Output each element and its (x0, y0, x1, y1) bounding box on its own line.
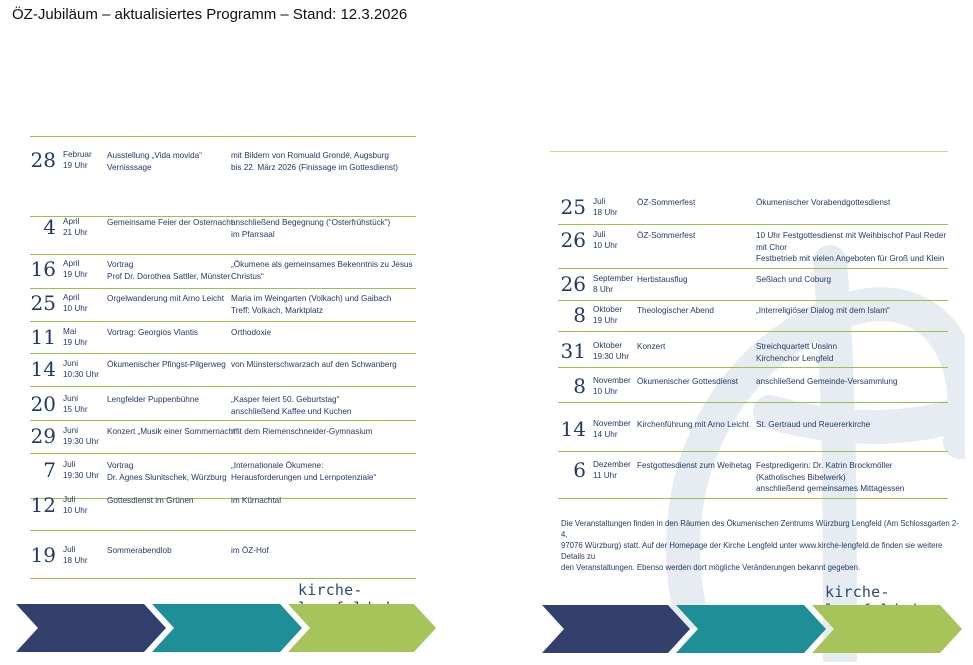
event-month: Juli (593, 197, 606, 206)
event-month: Juni (63, 394, 79, 403)
event-time: 14 Uhr (593, 430, 618, 439)
event-title-line: ÖZ-Sommerfest (637, 231, 696, 240)
event-title-line: Gemeinsame Feier der Osternacht (107, 218, 234, 227)
event-title (107, 426, 238, 438)
event-time: 10 Uhr (63, 304, 88, 313)
event-time: 15 Uhr (63, 405, 88, 414)
event-title-line: Dr. Agnes Slunitschek, Würzburg (107, 472, 227, 482)
event-description (231, 426, 373, 438)
event-description (231, 217, 390, 240)
event-day: 14 (30, 357, 56, 381)
event-description (756, 197, 890, 209)
event-day: 20 (30, 392, 56, 416)
event-description (231, 359, 397, 371)
event-description-line: anschließend Kaffee und Kuchen (231, 406, 352, 416)
event-day: 6 (573, 458, 586, 482)
event-divider (558, 498, 948, 499)
event-divider (30, 254, 416, 255)
event-month: Februar (63, 150, 92, 159)
event-description-line: im Kürnachtal (231, 496, 282, 505)
event-divider (30, 498, 416, 499)
event-description-line: „Internationale Ökumene: (231, 461, 324, 470)
event-title (107, 150, 202, 173)
event-divider (558, 402, 948, 403)
event-title-line: Ausstellung „Vida movida“ (107, 151, 202, 160)
event-description-line: Festpredigerin: Dr. Katrin Brockmöller (756, 461, 893, 470)
event-description-line: bis 22. März 2026 (Finissage im Gottesdienst) (231, 162, 399, 172)
event-title-line: Vernisssage (107, 162, 152, 172)
event-day: 25 (560, 195, 586, 219)
event-day: 26 (560, 228, 586, 252)
event-description (756, 230, 946, 265)
event-description-line: anschließend Begegnung (“Osterfrühstück”) (231, 218, 391, 227)
event-title-line: Kirchenführung mit Arno Leicht (637, 420, 749, 429)
event-divider (30, 530, 416, 531)
event-description-line: 10 Uhr Festgottesdienst mit Weihbischof Paul Reder (756, 231, 947, 240)
event-day: 19 (30, 543, 56, 567)
event-description-line: Orthodoxie (231, 328, 272, 337)
event-month: Juli (63, 495, 76, 504)
event-time: 8 Uhr (593, 285, 614, 294)
arrow-banner-left (16, 604, 436, 652)
event-title (637, 274, 688, 286)
event-title (107, 359, 226, 371)
event-description-line: mit dem Riemenschneider-Gymnasium (231, 427, 373, 436)
event-title (637, 419, 749, 431)
event-title (107, 460, 227, 483)
event-title (107, 495, 193, 507)
event-time: 10:30 Uhr (63, 370, 99, 379)
event-month: November (593, 376, 631, 385)
event-time: 18 Uhr (63, 556, 88, 565)
event-title-line: Ökumenischer Pfingst-Pilgerweg (107, 360, 226, 369)
event-description (231, 495, 281, 507)
event-time: 10 Uhr (593, 387, 618, 396)
event-month: Juni (63, 426, 79, 435)
event-title-line: Lengfelder Puppenbühne (107, 395, 199, 404)
event-day: 25 (30, 291, 56, 315)
event-description-line: St. Gertraud und Reuererkirche (756, 420, 871, 429)
event-description (756, 274, 831, 286)
event-divider (558, 268, 948, 269)
event-title (107, 545, 172, 557)
event-title (637, 460, 752, 472)
event-divider (558, 451, 948, 452)
event-month: April (63, 217, 80, 226)
event-title-line: ÖZ-Sommerfest (637, 198, 696, 207)
event-day: 28 (30, 148, 56, 172)
event-description (231, 545, 269, 557)
event-title-line: Festgottesdienst zum Weihetag (637, 461, 752, 470)
event-divider (558, 224, 948, 225)
event-day: 12 (30, 493, 56, 517)
event-title (637, 305, 714, 317)
top-rule (550, 151, 948, 152)
event-description-line: im ÖZ-Hof (231, 546, 269, 555)
website-brand: kirche- (298, 581, 363, 599)
event-time: 21 Uhr (63, 228, 88, 237)
event-day: 8 (573, 303, 586, 327)
event-title-line: Gottesdienst im Grünen (107, 496, 194, 505)
event-title (107, 293, 224, 305)
event-month: Juli (593, 230, 606, 239)
event-description (231, 394, 351, 417)
event-day: 29 (30, 424, 56, 448)
event-day: 11 (30, 325, 56, 349)
event-time: 19:30 Uhr (593, 352, 629, 361)
event-divider (558, 331, 948, 332)
event-description-line: anschließend Gemeinde-Versammlung (756, 377, 898, 386)
event-description (756, 376, 898, 388)
event-description (231, 327, 271, 339)
event-description-line: „Ökumene als gemeinsames Bekenntnis zu Jesus (231, 260, 413, 269)
event-description-line: Maria im Weingarten (Volkach) und Gaibach (231, 294, 392, 303)
event-divider (30, 578, 416, 579)
event-description-line: mit Bildern von Romuald Grondé, Augsburg (231, 151, 389, 160)
event-description-line: Herausforderungen und Lernpotenziale“ (231, 472, 377, 482)
event-title-line: Prof Dr. Dorothea Sattler, Münster (107, 271, 231, 281)
event-time: 18 Uhr (593, 208, 618, 217)
event-day: 26 (560, 272, 586, 296)
program-page-left (12, 52, 437, 662)
event-time: 10 Uhr (593, 241, 618, 250)
event-title-line: Ökumenischer Gottesdienst (637, 377, 739, 386)
event-title-line: Vortrag: Georgios Vlantis (107, 328, 199, 337)
event-description-line: im Pfarrsaal (231, 229, 275, 239)
event-divider (30, 136, 416, 137)
event-month: Oktober (593, 305, 623, 314)
event-title-line: Herbstausflug (637, 275, 688, 284)
event-description-line: Festbetrieb mit vielen Angeboten für Groß und Klein (756, 254, 945, 263)
event-title-line: Vortrag (107, 461, 134, 470)
event-day: 7 (43, 458, 56, 482)
event-description (231, 259, 413, 282)
venue-footnote: Die Veranstaltungen finden in den Räumen des Ökumenischen Zentrums Würzburg Lengfeld (Am Schlossgarten 2-4, 97076 Würzburg) statt. Auf der Homepage der Kirche Lengfeld unter www.kirche-lengfeld.de finden sie weitere Details zu den Veranstaltungen. Ebenso werden dort mögliche Veränderungen bekannt gegeben. (561, 519, 959, 572)
event-title-line: Theologischer Abend (637, 306, 714, 315)
event-description (756, 341, 837, 364)
event-divider (30, 420, 416, 421)
event-day: 31 (560, 339, 586, 363)
event-divider (30, 386, 416, 387)
program-page-right (540, 52, 965, 662)
event-divider (558, 367, 948, 368)
event-month: Mai (63, 327, 77, 336)
event-time: 19:30 Uhr (63, 437, 99, 446)
event-time: 19 Uhr (63, 338, 88, 347)
event-title (637, 230, 695, 242)
event-month: April (63, 293, 80, 302)
event-description (231, 150, 398, 173)
arrow-banner-right (542, 605, 962, 653)
event-title-line: Vortrag (107, 260, 134, 269)
page-title: ÖZ-Jubiläum – aktualisiertes Programm – Stand: 12.3.2026 (12, 6, 408, 23)
event-description-line: mit Chor (756, 242, 787, 252)
event-description (231, 293, 392, 316)
event-title (637, 376, 738, 388)
event-description-line: „Kasper feiert 50. Geburtstag“ (231, 395, 340, 404)
event-time: 10 Uhr (63, 506, 88, 515)
event-month: April (63, 259, 80, 268)
event-day: 4 (43, 215, 56, 239)
event-description-line: Streichquartett Unsinn (756, 342, 838, 351)
event-description-line: von Münsterschwarzach auf den Schwanberg (231, 360, 397, 369)
event-description (756, 419, 870, 431)
event-description-line: Kirchenchor Lengfeld (756, 353, 834, 363)
event-title-line: Sommerabendlob (107, 546, 172, 555)
event-divider (30, 288, 416, 289)
event-description-line: Christus“ (231, 271, 264, 281)
event-month: Juni (63, 359, 79, 368)
event-month: September (593, 274, 634, 283)
event-time: 19 Uhr (593, 316, 618, 325)
event-description-line: (Katholisches Bibelwerk) (756, 472, 846, 482)
event-description-line: Ökumenischer Vorabendgottesdienst (756, 198, 891, 207)
event-divider (30, 353, 416, 354)
event-day: 8 (573, 374, 586, 398)
event-title (107, 259, 230, 282)
event-title (637, 197, 695, 209)
event-title (107, 394, 199, 406)
event-month: Juli (63, 460, 76, 469)
event-divider (30, 321, 416, 322)
event-title-line: Konzert (637, 342, 666, 351)
event-title (107, 217, 233, 229)
event-description-line: „Interreligiöser Dialog mit dem Islam“ (756, 306, 890, 315)
event-divider (558, 300, 948, 301)
event-description-line: Seßlach und Coburg (756, 275, 832, 284)
website-brand: kirche- (825, 583, 890, 601)
event-time: 19 Uhr (63, 161, 88, 170)
event-day: 14 (560, 417, 586, 441)
event-title (107, 327, 198, 339)
chevron-arrows-icon (16, 604, 436, 652)
event-description-line: anschließend gemeinsames Mittagessen (756, 484, 905, 493)
event-month: Dezember (593, 460, 631, 469)
event-month: November (593, 419, 631, 428)
event-description-line: Treff: Volkach, Marktplatz (231, 305, 323, 315)
event-description (756, 460, 904, 495)
event-divider (30, 453, 416, 454)
event-time: 19 Uhr (63, 270, 88, 279)
event-title-line: Orgelwanderung mit Arno Leicht (107, 294, 224, 303)
event-day: 16 (30, 257, 56, 281)
event-month: Oktober (593, 341, 623, 350)
event-description (231, 460, 376, 483)
event-time: 19:30 Uhr (63, 471, 99, 480)
event-month: Juli (63, 545, 76, 554)
event-time: 11 Uhr (593, 471, 617, 480)
event-title (637, 341, 665, 353)
event-title-line: Konzert „Musik einer Sommernacht“ (107, 427, 239, 436)
event-description (756, 305, 890, 317)
chevron-arrows-icon (542, 605, 962, 653)
